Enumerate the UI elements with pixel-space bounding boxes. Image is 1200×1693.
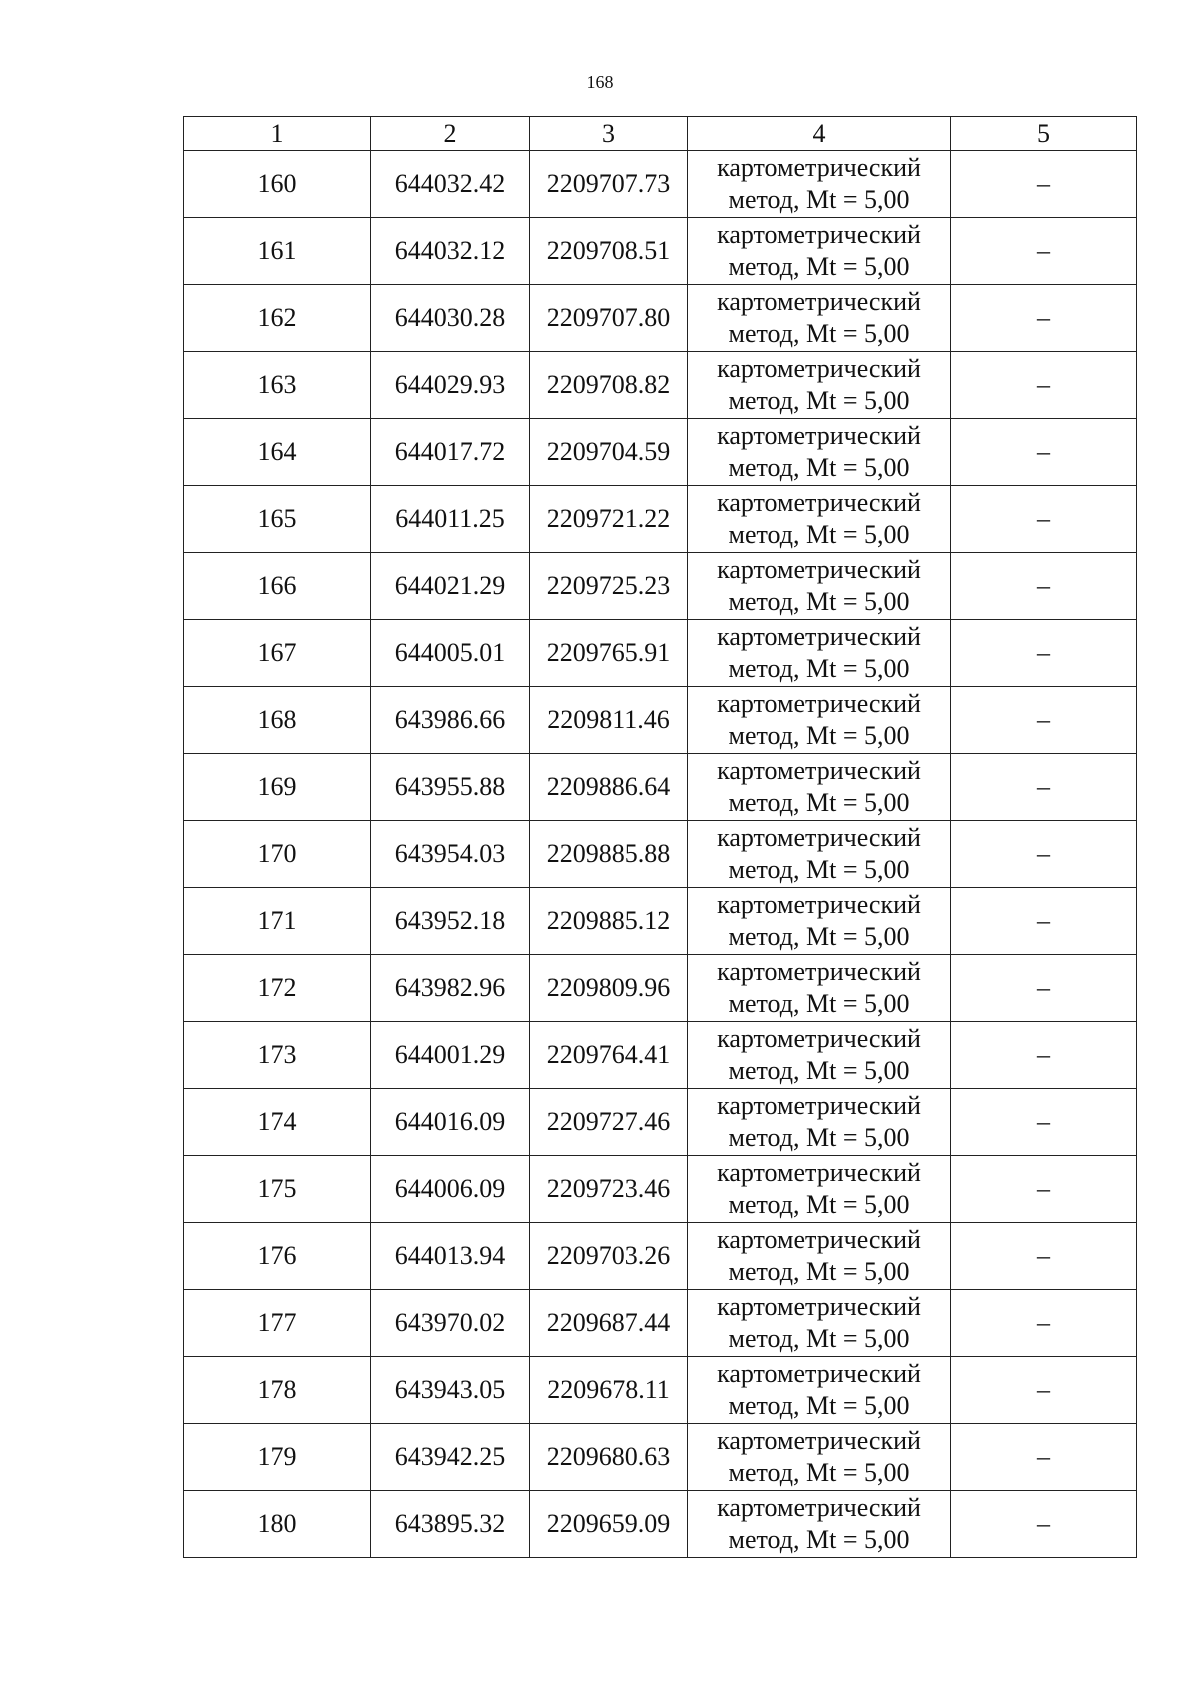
note-cell: – (951, 821, 1137, 888)
method-line-1: картометрический (717, 1493, 921, 1522)
method-line-2: метод, Mt = 5,00 (728, 922, 910, 951)
method-line-2: метод, Mt = 5,00 (728, 252, 910, 281)
method-line-1: картометрический (717, 153, 921, 182)
note-cell: – (951, 419, 1137, 486)
x-coordinate-cell: 644032.42 (371, 151, 530, 218)
method-line-1: картометрический (717, 1292, 921, 1321)
y-coordinate-cell: 2209765.91 (530, 620, 688, 687)
y-coordinate-cell: 2209885.88 (530, 821, 688, 888)
method-line-2: метод, Mt = 5,00 (728, 453, 910, 482)
table-row (184, 486, 1137, 553)
method-cell (688, 1156, 951, 1223)
method-line-2: метод, Mt = 5,00 (728, 587, 910, 616)
note-cell: – (951, 218, 1137, 285)
y-coordinate-cell: 2209707.80 (530, 285, 688, 352)
table-row (184, 620, 1137, 687)
table-row (184, 285, 1137, 352)
point-number-cell: 175 (184, 1156, 371, 1223)
method-line-1: картометрический (717, 756, 921, 785)
note-cell: – (951, 1491, 1137, 1558)
method-line-1: картометрический (717, 1158, 921, 1187)
table-row (184, 218, 1137, 285)
method-line-2: метод, Mt = 5,00 (728, 185, 910, 214)
point-number-cell: 178 (184, 1357, 371, 1424)
point-number-cell: 162 (184, 285, 371, 352)
y-coordinate-cell: 2209727.46 (530, 1089, 688, 1156)
table-row (184, 888, 1137, 955)
x-coordinate-cell: 644021.29 (371, 553, 530, 620)
x-coordinate-cell: 644029.93 (371, 352, 530, 419)
x-coordinate-cell: 644013.94 (371, 1223, 530, 1290)
method-line-1: картометрический (717, 555, 921, 584)
x-coordinate-cell: 644005.01 (371, 620, 530, 687)
y-coordinate-cell: 2209678.11 (530, 1357, 688, 1424)
method-cell (688, 821, 951, 888)
method-cell (688, 1223, 951, 1290)
method-line-2: метод, Mt = 5,00 (728, 1525, 910, 1554)
method-cell (688, 218, 951, 285)
note-cell: – (951, 955, 1137, 1022)
table-row (184, 687, 1137, 754)
x-coordinate-cell: 643954.03 (371, 821, 530, 888)
column-header: 2 (371, 117, 530, 151)
method-line-2: метод, Mt = 5,00 (728, 520, 910, 549)
note-cell: – (951, 754, 1137, 821)
method-line-1: картометрический (717, 354, 921, 383)
y-coordinate-cell: 2209687.44 (530, 1290, 688, 1357)
point-number-cell: 180 (184, 1491, 371, 1558)
note-cell: – (951, 1290, 1137, 1357)
point-number-cell: 165 (184, 486, 371, 553)
method-line-2: метод, Mt = 5,00 (728, 1056, 910, 1085)
note-cell: – (951, 1089, 1137, 1156)
point-number-cell: 179 (184, 1424, 371, 1491)
x-coordinate-cell: 643982.96 (371, 955, 530, 1022)
table-row (184, 1491, 1137, 1558)
method-cell (688, 1491, 951, 1558)
note-cell: – (951, 1357, 1137, 1424)
point-number-cell: 170 (184, 821, 371, 888)
method-line-1: картометрический (717, 421, 921, 450)
method-line-2: метод, Mt = 5,00 (728, 654, 910, 683)
y-coordinate-cell: 2209886.64 (530, 754, 688, 821)
table-body (184, 151, 1137, 1558)
y-coordinate-cell: 2209885.12 (530, 888, 688, 955)
method-line-2: метод, Mt = 5,00 (728, 1190, 910, 1219)
method-line-1: картометрический (717, 957, 921, 986)
note-cell: – (951, 1223, 1137, 1290)
method-cell (688, 1290, 951, 1357)
point-number-cell: 163 (184, 352, 371, 419)
method-cell (688, 1089, 951, 1156)
method-line-1: картометрический (717, 1225, 921, 1254)
table-row (184, 754, 1137, 821)
method-line-2: метод, Mt = 5,00 (728, 1324, 910, 1353)
y-coordinate-cell: 2209707.73 (530, 151, 688, 218)
method-line-2: метод, Mt = 5,00 (728, 1257, 910, 1286)
table-row (184, 352, 1137, 419)
y-coordinate-cell: 2209764.41 (530, 1022, 688, 1089)
x-coordinate-cell: 644016.09 (371, 1089, 530, 1156)
method-line-1: картометрический (717, 622, 921, 651)
method-cell (688, 620, 951, 687)
x-coordinate-cell: 644001.29 (371, 1022, 530, 1089)
x-coordinate-cell: 643895.32 (371, 1491, 530, 1558)
table-row (184, 1089, 1137, 1156)
x-coordinate-cell: 643943.05 (371, 1357, 530, 1424)
method-cell (688, 553, 951, 620)
y-coordinate-cell: 2209708.51 (530, 218, 688, 285)
method-line-2: метод, Mt = 5,00 (728, 721, 910, 750)
point-number-cell: 177 (184, 1290, 371, 1357)
table-row (184, 1357, 1137, 1424)
table-row (184, 1290, 1137, 1357)
x-coordinate-cell: 643955.88 (371, 754, 530, 821)
method-line-2: метод, Mt = 5,00 (728, 1123, 910, 1152)
method-cell (688, 1022, 951, 1089)
point-number-cell: 172 (184, 955, 371, 1022)
method-line-1: картометрический (717, 689, 921, 718)
method-line-1: картометрический (717, 1024, 921, 1053)
method-cell (688, 1357, 951, 1424)
method-cell (688, 486, 951, 553)
method-cell (688, 687, 951, 754)
note-cell: – (951, 888, 1137, 955)
x-coordinate-cell: 644006.09 (371, 1156, 530, 1223)
table-row (184, 419, 1137, 486)
method-line-2: метод, Mt = 5,00 (728, 386, 910, 415)
point-number-cell: 176 (184, 1223, 371, 1290)
point-number-cell: 173 (184, 1022, 371, 1089)
table-row (184, 955, 1137, 1022)
note-cell: – (951, 620, 1137, 687)
column-header: 5 (951, 117, 1137, 151)
method-cell (688, 285, 951, 352)
y-coordinate-cell: 2209680.63 (530, 1424, 688, 1491)
method-line-2: метод, Mt = 5,00 (728, 1458, 910, 1487)
y-coordinate-cell: 2209659.09 (530, 1491, 688, 1558)
point-number-cell: 161 (184, 218, 371, 285)
y-coordinate-cell: 2209704.59 (530, 419, 688, 486)
x-coordinate-cell: 644030.28 (371, 285, 530, 352)
page-number: 168 (586, 72, 614, 92)
method-cell (688, 754, 951, 821)
method-line-2: метод, Mt = 5,00 (728, 788, 910, 817)
note-cell: – (951, 352, 1137, 419)
header-row (184, 117, 1137, 151)
point-number-cell: 169 (184, 754, 371, 821)
x-coordinate-cell: 643952.18 (371, 888, 530, 955)
table-row (184, 1223, 1137, 1290)
method-line-1: картометрический (717, 287, 921, 316)
note-cell: – (951, 687, 1137, 754)
x-coordinate-cell: 643986.66 (371, 687, 530, 754)
note-cell: – (951, 1022, 1137, 1089)
method-line-1: картометрический (717, 220, 921, 249)
x-coordinate-cell: 643942.25 (371, 1424, 530, 1491)
table-header (184, 117, 1137, 151)
table-row (184, 821, 1137, 888)
point-number-cell: 166 (184, 553, 371, 620)
y-coordinate-cell: 2209721.22 (530, 486, 688, 553)
table-row (184, 1156, 1137, 1223)
table-row (184, 151, 1137, 218)
x-coordinate-cell: 644032.12 (371, 218, 530, 285)
note-cell: – (951, 1424, 1137, 1491)
point-number-cell: 174 (184, 1089, 371, 1156)
method-line-2: метод, Mt = 5,00 (728, 989, 910, 1018)
point-number-cell: 168 (184, 687, 371, 754)
table-row (184, 553, 1137, 620)
method-line-2: метод, Mt = 5,00 (728, 855, 910, 884)
method-line-1: картометрический (717, 890, 921, 919)
column-header: 1 (184, 117, 371, 151)
y-coordinate-cell: 2209811.46 (530, 687, 688, 754)
note-cell: – (951, 285, 1137, 352)
x-coordinate-cell: 644017.72 (371, 419, 530, 486)
method-cell (688, 352, 951, 419)
method-line-2: метод, Mt = 5,00 (728, 1391, 910, 1420)
y-coordinate-cell: 2209703.26 (530, 1223, 688, 1290)
method-line-1: картометрический (717, 1426, 921, 1455)
y-coordinate-cell: 2209725.23 (530, 553, 688, 620)
note-cell: – (951, 151, 1137, 218)
method-line-1: картометрический (717, 488, 921, 517)
point-number-cell: 164 (184, 419, 371, 486)
method-line-1: картометрический (717, 823, 921, 852)
point-number-cell: 160 (184, 151, 371, 218)
coordinates-table (183, 116, 1137, 1558)
y-coordinate-cell: 2209723.46 (530, 1156, 688, 1223)
method-cell (688, 955, 951, 1022)
column-header: 4 (688, 117, 951, 151)
table-row (184, 1424, 1137, 1491)
method-line-1: картометрический (717, 1359, 921, 1388)
table-row (184, 1022, 1137, 1089)
point-number-cell: 171 (184, 888, 371, 955)
method-line-1: картометрический (717, 1091, 921, 1120)
y-coordinate-cell: 2209809.96 (530, 955, 688, 1022)
method-line-2: метод, Mt = 5,00 (728, 319, 910, 348)
method-cell (688, 151, 951, 218)
method-cell (688, 1424, 951, 1491)
note-cell: – (951, 553, 1137, 620)
note-cell: – (951, 486, 1137, 553)
x-coordinate-cell: 643970.02 (371, 1290, 530, 1357)
method-cell (688, 888, 951, 955)
y-coordinate-cell: 2209708.82 (530, 352, 688, 419)
point-number-cell: 167 (184, 620, 371, 687)
x-coordinate-cell: 644011.25 (371, 486, 530, 553)
method-cell (688, 419, 951, 486)
column-header: 3 (530, 117, 688, 151)
note-cell: – (951, 1156, 1137, 1223)
